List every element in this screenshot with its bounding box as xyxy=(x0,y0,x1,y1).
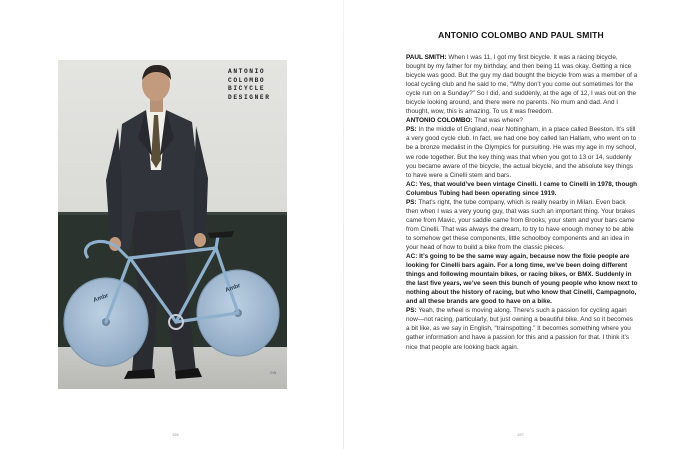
paragraph xyxy=(406,306,638,351)
speaker-label: PAUL SMITH: xyxy=(406,54,447,61)
paragraph-text: That’s right, the tube company, which is really nearby in Milan. Even back then when I was a very young guy, that was such an important thing. Your brakes came from Mavic, your saddle came from Brooks, your stem and your bars came from Cinelli. That was always the dream, to try to have enough money to be able to somehow get these components, little schoolboy components and an idea in your head of how to build a bike from the classic pieces. xyxy=(406,198,636,251)
paragraph-text: When I was 11, I got my first bicycle. It was a racing bicycle, bought by my father for my birthday, and then being 11 was okay. Getting a nice bicycle was good. But the guy my dad bought the bicycle from was a member of a local cycling club and he said to me, “Why don’t you come out sometimes for the cycle run on a Sunday?” So I did, and suddenly, at the age of 12, I was out on the bicycle looking around, and there were no parents. No mum and dad. And I thought, wow, this is amazing. To us it was freedom. xyxy=(406,54,638,116)
paragraph xyxy=(406,198,638,252)
paragraph-text: It’s going to be the same way again, because now the fixie people are looking for Cinelli bars again. For a long time, we’ve been doing different things and following mountain bikes, or racing bikes, or BMX. Suddenly in the last five years, we’ve seen this bunch of young people who know next to nothing about the history of racing, but who know that Cinelli, Campagnolo, and all these brands are good to have on a bike. xyxy=(406,253,638,306)
paragraph xyxy=(406,180,638,198)
svg-text:Ambr: Ambr xyxy=(92,292,110,304)
speaker-label: AC: xyxy=(406,253,418,261)
photo-caption xyxy=(228,68,283,102)
paragraph-text: Yeah, the wheel is moving along. There’s such a passion for cycling again now—not racing, particularly, but just owning a beautiful bike. And so it becomes a bit like, as we say in English, “trainspotting.” It becomes something where you gather information and have a passion for this and a passion for that. I think it’s nice that people are looking back again. xyxy=(406,307,633,351)
paragraph-text: Yes, that would’ve been vintage Cinelli. I came to Cinelli in 1978, though Columbus Tubing had been operating since 1919. xyxy=(406,180,638,197)
speaker-label: PS: xyxy=(406,307,417,315)
interview-title: ANTONIO COLOMBO AND PAUL SMITH xyxy=(438,30,604,40)
paragraph xyxy=(406,252,638,306)
interview-body xyxy=(406,53,638,352)
caption-line: COLOMBO xyxy=(228,76,266,84)
page-gutter xyxy=(343,0,344,449)
paragraph xyxy=(406,125,638,179)
paragraph xyxy=(406,116,638,125)
speaker-label: AC: xyxy=(406,180,418,188)
page-number-left: 156 xyxy=(172,432,179,437)
speaker-label: ANTONIO COLOMBO: xyxy=(406,117,473,125)
svg-text:Ambr: Ambr xyxy=(224,282,242,294)
speaker-label: PS: xyxy=(406,126,417,134)
portrait-photo xyxy=(58,60,287,389)
photo-credit: GIN xyxy=(270,371,277,375)
caption-line: DESIGNER xyxy=(228,93,271,101)
page-number-right: 157 xyxy=(517,432,524,437)
caption-line: ANTONIO xyxy=(228,68,266,75)
paragraph-text: In the middle of England, near Nottingham, in a place called Beeston. It’s still a very good cycle club. In fact, we had one boy called Ian Hallam, who went on to be a bronze medalist in the Olympics for pursuiting. He was my age in my school, we rode together. But the key thing was that when you got to 13 or 14, suddenly you became aware of the bicycle, the actual bicycle, and the absolute key things to have were a Cinelli stem and bars. xyxy=(406,126,637,179)
speaker-label: PS: xyxy=(406,198,417,206)
caption-line: BICYCLE xyxy=(228,85,266,93)
paragraph-text: That was where? xyxy=(472,117,523,125)
paragraph xyxy=(406,53,638,116)
